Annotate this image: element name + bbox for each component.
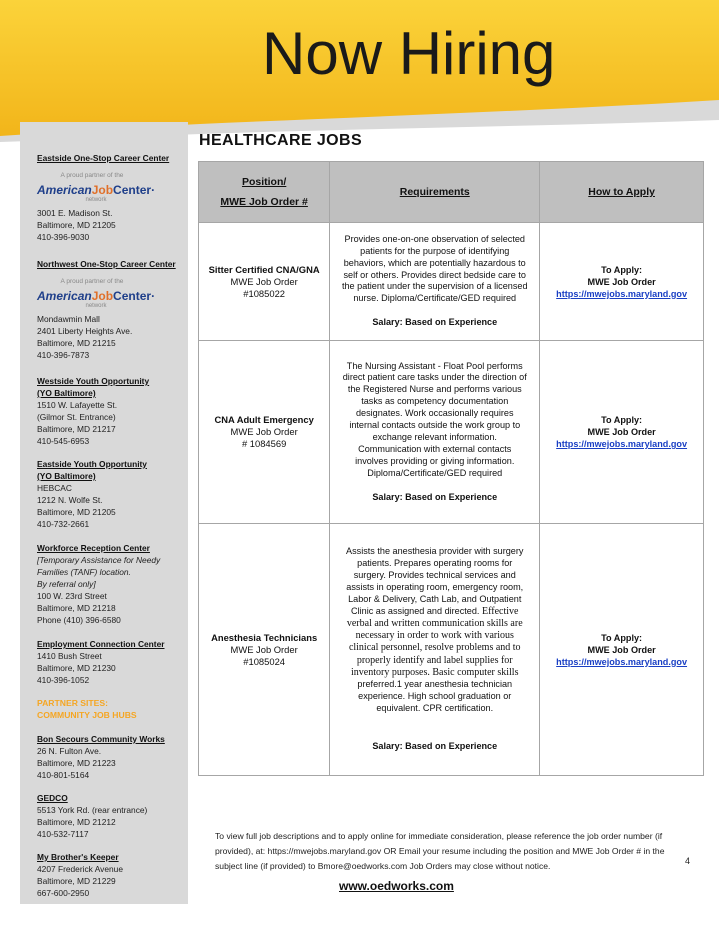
- page-number: 4: [685, 856, 691, 866]
- address-line: 1510 W. Lafayette St.: [37, 400, 118, 410]
- requirements-line: Labor & Delivery, Cath Lab, and Outpatient: [348, 593, 522, 604]
- section-title: HEALTHCARE JOBS: [199, 132, 363, 149]
- requirements-line: Communication with external contacts: [358, 443, 512, 454]
- job-title: CNA Adult Emergency: [214, 414, 314, 425]
- requirements-line: The Nursing Assistant - Float Pool performs: [346, 360, 523, 371]
- northwest-career-center: [37, 258, 176, 361]
- position-cell: [199, 524, 330, 776]
- address-line: HEBCAC: [37, 483, 72, 493]
- phone-number: 410-532-7117: [37, 829, 89, 839]
- requirements-line: equivalent. CPR certification.: [376, 703, 494, 714]
- phone-number: 410-732-2661: [37, 519, 90, 529]
- employment-connection-center: [37, 638, 165, 686]
- apply-cell: [540, 223, 704, 341]
- how-to-apply-column-header: How to Apply: [540, 162, 704, 223]
- address-line: 100 W. 23rd Street: [37, 591, 107, 601]
- requirements-line: verbal and written communication skills are: [346, 617, 523, 629]
- position-cell: [199, 341, 330, 524]
- requirements-line: Provides one-on-one observation of selected: [344, 233, 525, 244]
- requirements-line: direct patient care tasks under the direction of: [342, 372, 527, 383]
- requirements-line: self or others. Provides direct bedside care to: [343, 269, 526, 280]
- job-order-number: # 1084569: [241, 438, 287, 449]
- footer-line: To view full job descriptions and to apply online for immediate consideration, please reference the job order number (if: [215, 831, 663, 841]
- jobs-table: [198, 161, 704, 776]
- partner-sites-title: PARTNER SITES:: [37, 698, 108, 708]
- address-line: Baltimore, MD 21205: [37, 507, 116, 517]
- address-line: Baltimore, MD 21230: [37, 663, 116, 673]
- american-job-center-logo: AmericanJobCenter·: [37, 183, 156, 197]
- gedco: [37, 792, 147, 840]
- partner-tagline: A proud partner of the: [60, 278, 124, 285]
- phone-number: 410-801-5164: [37, 770, 90, 780]
- location-name[interactable]: Westside Youth Opportunity: [37, 376, 150, 386]
- footer-line: provided), at: https://mwejobs.maryland.gov OR Email your resume including the position and MWE Job Order # in the: [215, 846, 665, 856]
- apply-cell: [540, 524, 704, 776]
- requirements-line: behaviors, which are potentially hazardous to: [343, 257, 526, 268]
- phone-number: 410-396-1052: [37, 675, 90, 685]
- location-name[interactable]: Northwest One-Stop Career Center: [37, 259, 176, 269]
- requirements-line: the patient under the supervision of a licensed: [341, 281, 528, 292]
- location-name[interactable]: Eastside One-Stop Career Center: [37, 153, 170, 163]
- table-header-row: [199, 162, 704, 223]
- apply-link[interactable]: https://mwejobs.maryland.gov: [556, 288, 688, 299]
- requirements-line: the Registered Nurse and performs various: [347, 384, 522, 395]
- location-name[interactable]: Eastside Youth Opportunity: [37, 459, 147, 469]
- requirements-line: preferred.1 year anesthesia technician: [357, 679, 513, 690]
- job-order-label: MWE Job Order: [230, 275, 298, 287]
- requirements-line: inventory purposes. Basic computer skills: [351, 667, 519, 679]
- requirements-column-header: Requirements: [330, 162, 540, 223]
- location-name[interactable]: Bon Secours Community Works: [37, 734, 165, 744]
- job-title: Sitter Certified CNA/GNA: [208, 263, 320, 275]
- requirements-line: experience. High school graduation or: [358, 691, 512, 702]
- eastside-youth-opportunity: [37, 458, 147, 530]
- my-brothers-keeper: [37, 851, 123, 899]
- apply-order-label: MWE Job Order: [587, 276, 656, 287]
- eastside-career-center: [37, 152, 169, 243]
- requirements-line: Diploma/Certificate/GED required: [367, 467, 503, 478]
- apply-link[interactable]: https://mwejobs.maryland.gov: [556, 656, 688, 667]
- requirements-line: nurse. Diploma/Certificate/GED required: [353, 293, 517, 304]
- partner-sites-subtitle: COMMUNITY JOB HUBS: [37, 710, 137, 720]
- requirements-cell: [330, 524, 540, 776]
- requirements-line: internal contacts outside the work group to: [349, 420, 521, 431]
- requirements-line: exchange relevant information.: [372, 431, 497, 442]
- address-line: Baltimore, MD 21217: [37, 424, 116, 434]
- apply-label: To Apply:: [601, 415, 643, 425]
- american-job-center-logo: AmericanJobCenter·: [37, 289, 156, 303]
- salary-text: Salary: Based on Experience: [372, 491, 498, 502]
- job-title: Anesthesia Technicians: [211, 631, 318, 643]
- requirements-line: tasks as competency documentation: [361, 396, 509, 407]
- location-note: By referral only]: [37, 579, 96, 589]
- address-line: 4207 Frederick Avenue: [37, 864, 123, 874]
- location-name[interactable]: GEDCO: [37, 793, 68, 803]
- address-line: 1410 Bush Street: [37, 651, 102, 661]
- requirements-line: surgery. Provides technical services and: [353, 569, 516, 580]
- requirements-line: patients. Prepares operating rooms for: [357, 557, 513, 568]
- address-line: 1212 N. Wolfe St.: [37, 495, 103, 505]
- phone-number: 667-600-2950: [37, 888, 90, 898]
- address-line: Mondawmin Mall: [37, 314, 100, 324]
- sidebar: [20, 122, 188, 904]
- bon-secours-community-works: [37, 733, 165, 781]
- table-row: [199, 524, 704, 776]
- requirements-line: necessary in order to work with various: [355, 630, 514, 642]
- apply-cell: [540, 341, 704, 524]
- westside-youth-opportunity: [37, 375, 149, 447]
- partner-sites-heading: [37, 697, 137, 721]
- table-row: [199, 223, 704, 341]
- phone-number: 410-396-9030: [37, 232, 90, 242]
- requirements-line: properly identify and label supplies for: [356, 654, 513, 666]
- apply-label: To Apply:: [601, 632, 643, 643]
- location-note: [Temporary Assistance for Needy: [37, 555, 161, 565]
- requirements-line: patients for the purpose of identifying: [360, 245, 510, 256]
- address-line: Baltimore, MD 21205: [37, 220, 116, 230]
- logo-network-text: network: [85, 303, 107, 309]
- banner-title: Now Hiring: [262, 20, 556, 87]
- location-name[interactable]: Workforce Reception Center: [37, 543, 150, 553]
- location-subname[interactable]: (YO Baltimore): [37, 388, 96, 398]
- phone-number: 410-396-7873: [37, 350, 90, 360]
- apply-order-label: MWE Job Order: [587, 644, 656, 655]
- requirements-line: Clinic as assigned and directed. Effective: [351, 605, 519, 617]
- phone-number: 410-545-6953: [37, 436, 90, 446]
- address-line: Baltimore, MD 21223: [37, 758, 116, 768]
- salary-text: Salary: Based on Experience: [372, 741, 498, 752]
- address-line: Baltimore, MD 21215: [37, 338, 116, 348]
- footer-line: subject line (if provided) to Bmore@oedworks.com Job Orders may close without notice.: [215, 861, 551, 871]
- location-subname[interactable]: (YO Baltimore): [37, 471, 96, 481]
- phone-number: Phone (410) 396-6580: [37, 615, 121, 625]
- requirements-line: Assists the anesthesia provider with surgery: [346, 546, 524, 557]
- location-note: Families (TANF) location.: [37, 567, 131, 577]
- apply-label: To Apply:: [601, 264, 643, 275]
- job-order-label: MWE Job Order: [230, 426, 298, 437]
- position-cell: [199, 223, 330, 341]
- footer-instructions: [215, 829, 695, 874]
- job-order-label: MWE Job Order: [230, 643, 298, 655]
- address-line: 5513 York Rd. (rear entrance): [37, 805, 148, 815]
- requirements-line: designates. Work occasionally requires: [355, 408, 514, 419]
- job-order-number: #1085022: [243, 287, 285, 299]
- job-order-number: #1085024: [243, 655, 285, 667]
- location-name[interactable]: Employment Connection Center: [37, 639, 165, 649]
- website-link[interactable]: www.oedworks.com: [339, 879, 454, 893]
- requirements-line: assists in operating room, emergency room,: [346, 581, 524, 592]
- partner-tagline: A proud partner of the: [60, 172, 124, 179]
- address-line: (Gilmor St. Entrance): [37, 412, 116, 422]
- address-line: Baltimore, MD 21218: [37, 603, 116, 613]
- address-line: 26 N. Fulton Ave.: [37, 746, 102, 756]
- workforce-reception-center: [37, 542, 160, 626]
- logo-network-text: network: [85, 197, 107, 203]
- address-line: Baltimore, MD 21229: [37, 876, 116, 886]
- position-column-header: Position/ MWE Job Order #: [199, 162, 330, 223]
- apply-order-label: MWE Job Order: [587, 427, 656, 437]
- requirements-cell: [330, 223, 540, 341]
- requirements-cell: [330, 341, 540, 524]
- address-line: 3001 E. Madison St.: [37, 208, 113, 218]
- apply-link[interactable]: https://mwejobs.maryland.gov: [556, 439, 688, 449]
- address-line: Baltimore, MD 21212: [37, 817, 116, 827]
- requirements-line: clinical personnel, resolve problems and to: [348, 642, 521, 654]
- address-line: 2401 Liberty Heights Ave.: [37, 326, 133, 336]
- requirements-line: involves providing or giving information.: [355, 455, 515, 466]
- table-row: [199, 341, 704, 524]
- salary-text: Salary: Based on Experience: [372, 317, 498, 328]
- location-name[interactable]: My Brother's Keeper: [37, 852, 119, 862]
